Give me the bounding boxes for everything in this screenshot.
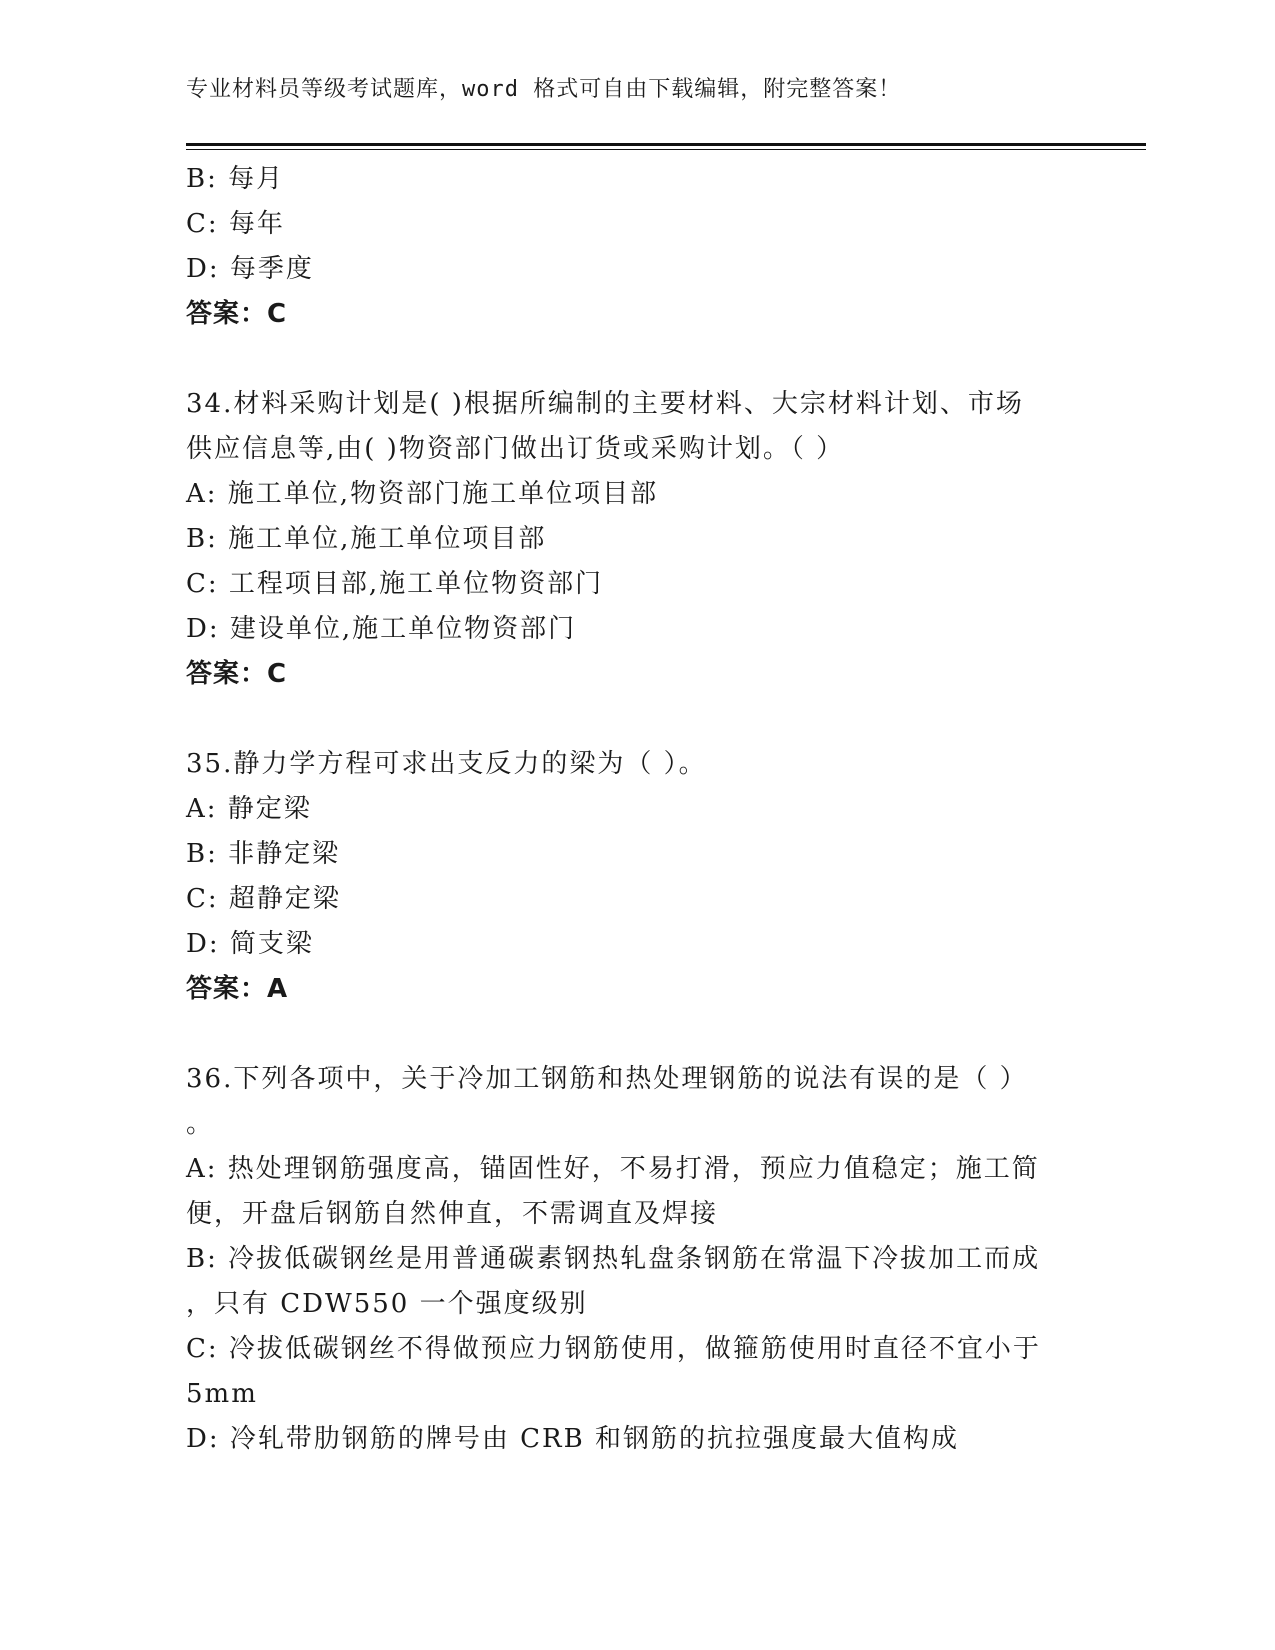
question-content — [186, 157, 1066, 1462]
option-b: B: 冷拔低碳钢丝是用普通碳素钢热轧盘条钢筋在常温下冷拔加工而成 — [186, 1244, 1041, 1274]
question-stem: 36.下列各项中，关于冷加工钢筋和热处理钢筋的说法有误的是（ ） — [186, 1064, 1028, 1094]
option-a-cont: 便，开盘后钢筋自然伸直，不需调直及焊接 — [186, 1199, 719, 1229]
question-stem: 35.静力学方程可求出支反力的梁为（ ）。 — [186, 749, 707, 779]
question-stem: 供应信息等,由( )物资部门做出订货或采购计划。（ ） — [186, 434, 845, 464]
question-34 — [186, 382, 1066, 697]
question-35 — [186, 742, 1066, 1012]
option-a: A: 热处理钢筋强度高，锚固性好，不易打滑，预应力值稳定；施工简 — [186, 1154, 1040, 1184]
option-c: C: 工程项目部,施工单位物资部门 — [186, 569, 604, 599]
option-c: C: 冷拔低碳钢丝不得做预应力钢筋使用，做箍筋使用时直径不宜小于 — [186, 1334, 1041, 1364]
option-c: C: 每年 — [186, 209, 285, 239]
spacer — [186, 1012, 1066, 1057]
header-rule-thick — [186, 143, 1146, 146]
option-d: D: 每季度 — [186, 254, 314, 284]
option-b: B: 每月 — [186, 164, 285, 194]
question-stem: 34.材料采购计划是( )根据所编制的主要材料、大宗材料计划、市场 — [186, 389, 1024, 419]
spacer — [186, 337, 1066, 382]
question-36 — [186, 1057, 1066, 1462]
page-header: 专业材料员等级考试题库，word 格式可自由下载编辑，附完整答案！ — [186, 77, 902, 102]
option-b: B: 施工单位,施工单位项目部 — [186, 524, 547, 554]
answer: 答案：C — [186, 659, 288, 689]
option-d: D: 冷轧带肋钢筋的牌号由 CRB 和钢筋的抗拉强度最大值构成 — [186, 1424, 959, 1454]
option-a: A: 静定梁 — [186, 794, 312, 824]
option-b-cont: ，只有 CDW550 一个强度级别 — [186, 1289, 588, 1319]
question-stem: 。 — [186, 1109, 215, 1139]
spacer — [186, 697, 1066, 742]
prev-question — [186, 157, 1066, 337]
option-b: B: 非静定梁 — [186, 839, 341, 869]
option-d: D: 建设单位,施工单位物资部门 — [186, 614, 577, 644]
header-rule-thin — [186, 149, 1146, 150]
option-a: A: 施工单位,物资部门施工单位项目部 — [186, 479, 659, 509]
option-c-cont: 5mm — [186, 1379, 258, 1409]
answer: 答案：C — [186, 299, 288, 329]
answer: 答案：A — [186, 974, 289, 1004]
option-c: C: 超静定梁 — [186, 884, 341, 914]
option-d: D: 简支梁 — [186, 929, 314, 959]
